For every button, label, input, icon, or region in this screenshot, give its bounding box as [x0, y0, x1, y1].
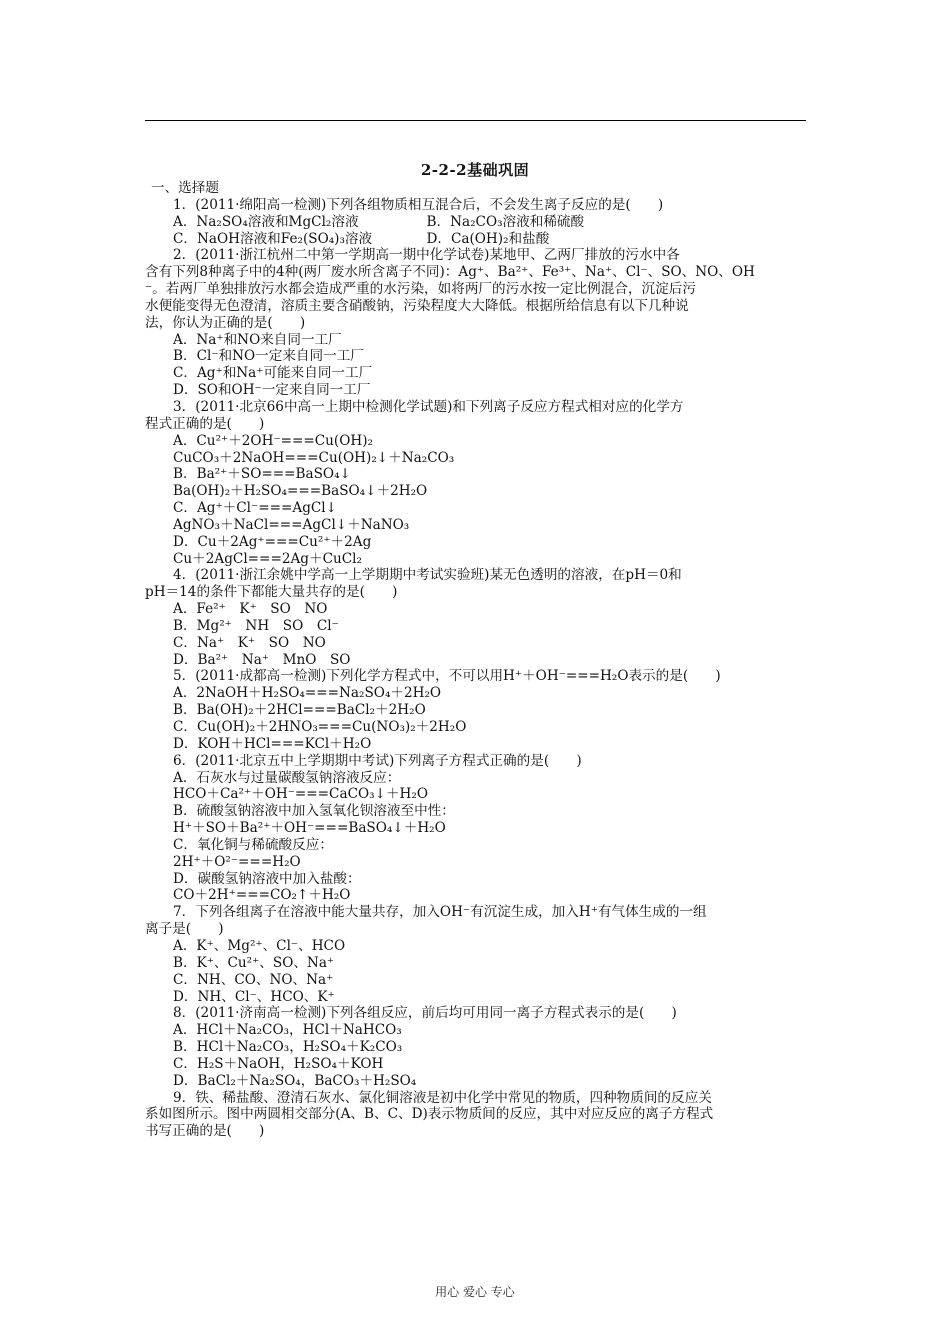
text-line: 6．(2011·北京五中上学期期中考试)下列离子方程式正确的是( ) [173, 752, 582, 769]
question-lines [145, 197, 810, 1140]
text-line: CuCO₃＋2NaOH===Cu(OH)₂↓＋Na₂CO₃ [173, 449, 455, 466]
text-line: A．2NaOH＋H₂SO₄===Na₂SO₄＋2H₂O [173, 685, 442, 702]
text-line: B．Ba²⁺＋SO===BaSO₄↓ [173, 466, 351, 483]
text-line: 8．(2011·济南高一检测)下列各组反应，前后均可用同一离子方程式表示的是( ) [173, 1005, 677, 1022]
text-line: 2．(2011·浙江杭州二中第一学期高一期中化学试卷)某地甲、乙两厂排放的污水中各 [173, 247, 680, 264]
text-line: D．NH、Cl⁻、HCO、K⁺ [173, 988, 335, 1005]
text-line: 书写正确的是( ) [145, 1123, 265, 1140]
text-line: ⁻。若两厂单独排放污水都会造成严重的水污染，如将两厂的污水按一定比例混合，沉淀后污 [145, 281, 696, 298]
text-line: C．Na⁺ K⁺ SO NO [173, 634, 326, 651]
text-line: Ba(OH)₂＋H₂SO₄===BaSO₄↓＋2H₂O [173, 483, 428, 500]
text-line: 系如图所示。图中两圆相交部分(A、B、C、D)表示物质间的反应，其中对应反应的离子方程式 [145, 1106, 714, 1123]
text-line: A．Na₂SO₄溶液和MgCl₂溶液 B．Na₂CO₃溶液和稀硫酸 [173, 213, 585, 230]
text-line: C．H₂S＋NaOH，H₂SO₄＋KOH [173, 1055, 384, 1072]
text-line: 9．铁、稀盐酸、澄清石灰水、氯化铜溶液是初中化学中常见的物质，四种物质间的反应关 [173, 1089, 712, 1106]
text-line: D．碳酸氢钠溶液中加入盐酸： [173, 870, 361, 887]
text-line: 含有下列8种离子中的4种(两厂废水所含离子不同)：Ag⁺、Ba²⁺、Fe³⁺、Na⁺、Cl⁻、SO、NO、OH [145, 264, 755, 281]
text-line: C．NH、CO、NO、Na⁺ [173, 971, 334, 988]
text-line: C．Cu(OH)₂＋2HNO₃===Cu(NO₃)₂＋2H₂O [173, 719, 467, 735]
text-line: B．Mg²⁺ NH SO Cl⁻ [173, 617, 339, 634]
text-line: 2H⁺＋O²⁻===H₂O [173, 853, 301, 870]
page-title: 2-2-2基础巩固 [420, 161, 530, 179]
text-line: A．石灰水与过量碳酸氢钠溶液反应： [173, 769, 401, 786]
text-line: AgNO₃＋NaCl===AgCl↓＋NaNO₃ [173, 516, 410, 533]
text-line: A．K⁺、Mg²⁺、Cl⁻、HCO [173, 937, 346, 954]
text-line: CO＋2H⁺===CO₂↑＋H₂O [173, 887, 351, 904]
text-line: B．HCl＋Na₂CO₃，H₂SO₄＋K₂CO₃ [173, 1039, 403, 1056]
text-line: D．SO和OH⁻一定来自同一工厂 [173, 382, 371, 399]
text-line: A．Na⁺和NO来自同一工厂 [173, 331, 342, 348]
text-line: A．Fe²⁺ K⁺ SO NO [173, 601, 328, 618]
text-line: D．KOH＋HCl===KCl＋H₂O [173, 735, 372, 752]
text-line: 1．(2011·绵阳高一检测)下列各组物质相互混合后，不会发生离子反应的是( ) [173, 196, 664, 213]
text-line: 4．(2011·浙江余姚中学高一上学期期中考试实验班)某无色透明的溶液，在pH＝0和 [173, 567, 682, 584]
text-line: B．硫酸氢钠溶液中加入氢氧化钡溶液至中性： [173, 803, 455, 820]
text-line: C．Ag⁺和Na⁺可能来自同一工厂 [173, 365, 373, 382]
text-line: C．NaOH溶液和Fe₂(SO₄)₃溶液 D．Ca(OH)₂和盐酸 [173, 230, 550, 247]
document-body [145, 180, 810, 1140]
text-line: 5．(2011·成都高一检测)下列化学方程式中，不可以用H⁺＋OH⁻===H₂O表示的是( ) [173, 668, 721, 685]
text-line: D．BaCl₂＋Na₂SO₄，BaCO₃＋H₂SO₄ [173, 1072, 417, 1089]
text-line: pH＝14的条件下都能大量共存的是( ) [145, 584, 398, 601]
text-line: H⁺＋SO＋Ba²⁺＋OH⁻===BaSO₄↓＋H₂O [173, 820, 446, 837]
text-line: 程式正确的是( ) [145, 415, 265, 432]
text-line: B．Ba(OH)₂＋2HCl===BaCl₂＋2H₂O [173, 702, 426, 719]
text-line: 水便能变得无色澄清，溶质主要含硝酸钠，污染程度大大降低。根据所给信息有以下几种说 [145, 297, 689, 314]
text-line: B．Cl⁻和NO一定来自同一工厂 [173, 348, 364, 365]
text-line: HCO＋Ca²⁺＋OH⁻===CaCO₃↓＋H₂O [173, 786, 428, 803]
text-line: D．Cu＋2Ag⁺===Cu²⁺＋2Ag [173, 533, 372, 550]
text-line: 7．下列各组离子在溶液中能大量共存，加入OH⁻有沉淀生成，加入H⁺有气体生成的一组 [173, 904, 707, 921]
text-line: 3．(2011·北京66中高一上期中检测化学试题)和下列离子反应方程式相对应的化学方 [173, 398, 684, 415]
section-heading: 一、选择题 [151, 180, 219, 196]
text-line: 离子是( ) [145, 921, 224, 938]
text-line: C．Ag⁺＋Cl⁻===AgCl↓ [173, 500, 338, 517]
page-footer: 用心 爱心 专心 [435, 1285, 515, 1299]
text-line: Cu＋2AgCl===2Ag＋CuCl₂ [173, 550, 362, 567]
header-rule [145, 120, 806, 121]
text-line: 法，你认为正确的是( ) [145, 314, 306, 331]
text-line: C．氧化铜与稀硫酸反应： [173, 836, 333, 853]
text-line: B．K⁺、Cu²⁺、SO、Na⁺ [173, 954, 335, 971]
text-line: A．HCl＋Na₂CO₃，HCl＋NaHCO₃ [173, 1022, 402, 1039]
text-line: A．Cu²⁺＋2OH⁻===Cu(OH)₂ [173, 432, 373, 449]
text-line: D．Ba²⁺ Na⁺ MnO SO [173, 651, 351, 668]
